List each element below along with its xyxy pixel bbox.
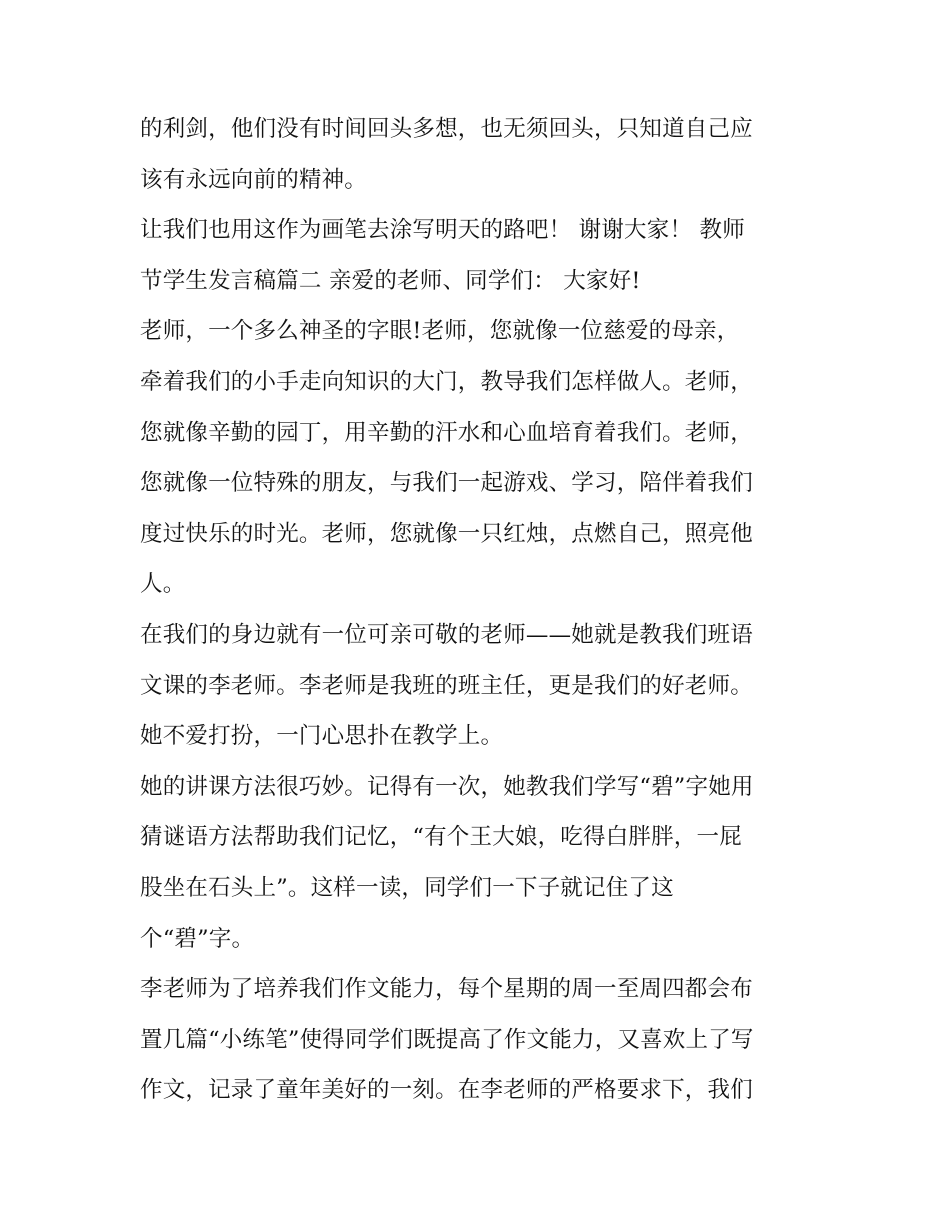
text-line: 的利剑，他们没有时间回头多想，也无须回头，只知道自己应: [140, 116, 753, 142]
text-line: 您就像辛勤的园丁，用辛勤的汗水和心血培育着我们。老师，: [140, 419, 753, 446]
text-line: 置几篇“小练笔”使得同学们既提高了作文能力，又喜欢上了写: [140, 1026, 754, 1053]
text-line: 猜谜语方法帮助我们记忆，“有个王大娘，吃得白胖胖，一屁: [140, 824, 742, 851]
text-line: 股坐在石头上”。这样一读，同学们一下子就记住了这: [140, 874, 674, 901]
text-line: 节学生发言稿篇二 亲爱的老师、同学们： 大家好!: [140, 267, 641, 294]
text-line: 作文，记录了童年美好的一刻。在李老师的严格要求下，我们: [140, 1077, 753, 1104]
text-line: 她的讲课方法很巧妙。记得有一次，她教我们学写“碧”字她用: [140, 773, 754, 800]
text-line: 该有永远向前的精神。: [140, 166, 368, 193]
text-line: 人。: [140, 571, 186, 598]
text-line: 老师，一个多么神圣的字眼!老师，您就像一位慈爱的母亲，: [140, 318, 740, 345]
text-line: 您就像一位特殊的朋友，与我们一起游戏、学习，陪伴着我们: [140, 470, 753, 497]
text-line: 度过快乐的时光。老师，您就像一只红烛，点燃自己，照亮他: [140, 520, 753, 547]
text-line: 个“碧”字。: [140, 925, 255, 952]
text-line: 文课的李老师。李老师是我班的班主任，更是我们的好老师。: [140, 672, 753, 699]
document-body: [140, 104, 820, 1116]
text-line: 她不爱打扮，一门心思扑在教学上。: [140, 723, 504, 750]
text-line: 牵着我们的小手走向知识的大门，教导我们怎样做人。老师，: [140, 368, 753, 395]
text-line: 李老师为了培养我们作文能力，每个星期的周一至周四都会布: [140, 976, 753, 1003]
text-line: 让我们也用这作为画笔去涂写明天的路吧！ 谢谢大家！ 教师: [140, 217, 745, 244]
text-line: 在我们的身边就有一位可亲可敬的老师——她就是教我们班语: [140, 621, 753, 648]
